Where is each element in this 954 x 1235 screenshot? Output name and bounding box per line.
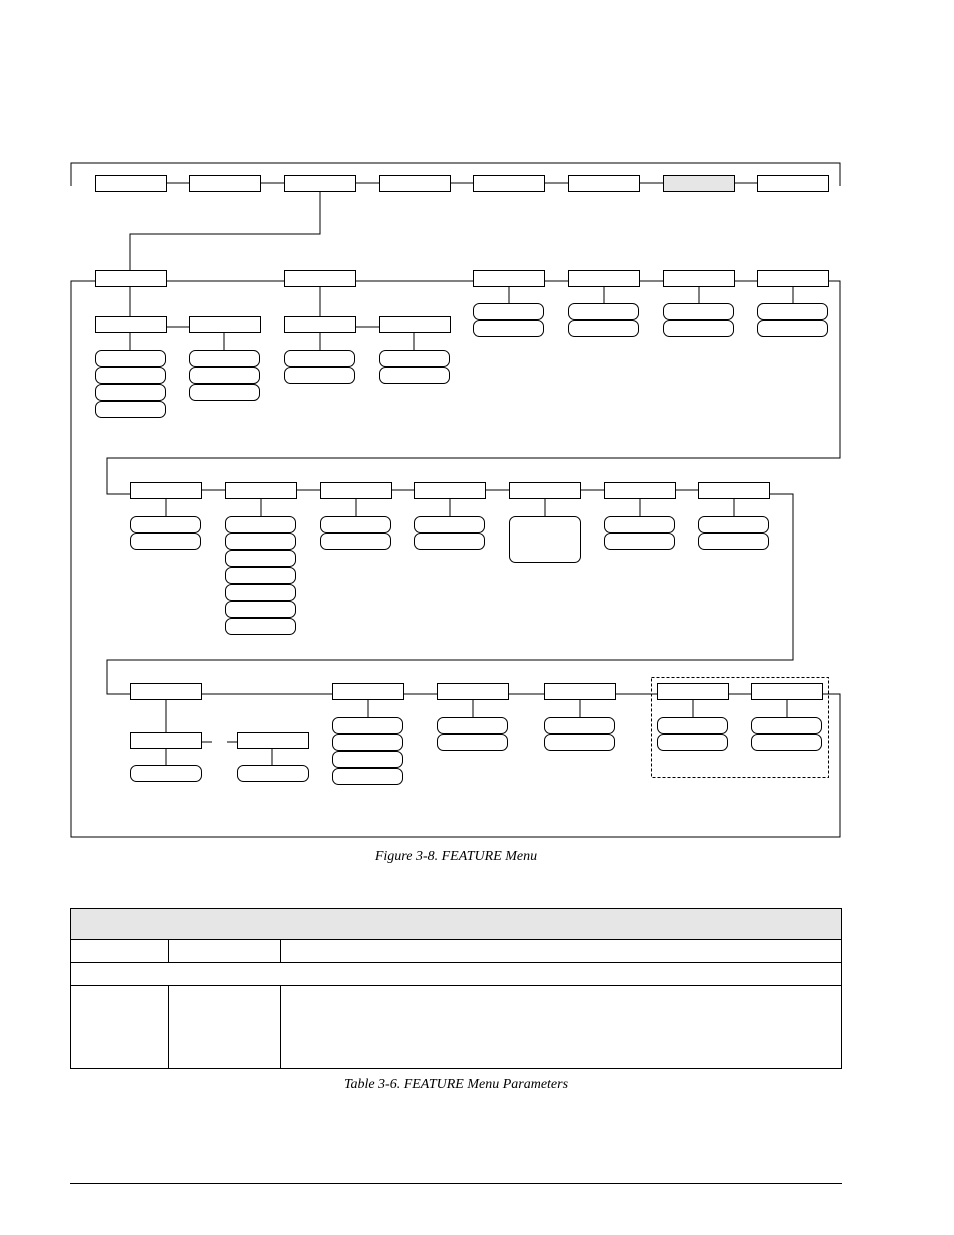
- option-pill: [438, 718, 508, 734]
- option-pill: [699, 517, 769, 533]
- option-pill: [96, 385, 166, 401]
- option-pill: [321, 517, 391, 533]
- body-cell-choices: [169, 986, 281, 1069]
- option-pill: [226, 568, 296, 584]
- option-pill: [605, 517, 675, 533]
- option-pill: [658, 735, 728, 751]
- section-cell: [71, 963, 842, 986]
- level2-box: [510, 483, 581, 499]
- table-header-row: [71, 940, 842, 963]
- option-pill: [569, 304, 639, 320]
- option-pill: [226, 585, 296, 601]
- top-menu-box: [285, 176, 356, 192]
- option-pill: [752, 718, 822, 734]
- level2-box: [131, 684, 202, 700]
- option-pill: [658, 718, 728, 734]
- option-pill: [131, 766, 202, 782]
- option-pill: [333, 718, 403, 734]
- top-menu-box: [758, 176, 829, 192]
- option-pill: [758, 321, 828, 337]
- option-pill: [190, 368, 260, 384]
- level2-box: [569, 271, 640, 287]
- level2-box: [96, 271, 167, 287]
- level2-box: [321, 483, 392, 499]
- option-pill: [333, 735, 403, 751]
- level2-box: [605, 483, 676, 499]
- body-cell-description: [281, 986, 842, 1069]
- footer-rule: [70, 1183, 842, 1184]
- option-pill: [415, 534, 485, 550]
- level2-box: [415, 483, 486, 499]
- level2-box: [131, 483, 202, 499]
- level3-box: [96, 317, 167, 333]
- option-pill: [605, 534, 675, 550]
- option-pill: [699, 534, 769, 550]
- header-cell-description: [281, 940, 842, 963]
- level2-box: [664, 271, 735, 287]
- level2-box: [658, 684, 729, 700]
- level3-box: [238, 733, 309, 749]
- option-pill: [333, 752, 403, 768]
- level2-box: [438, 684, 509, 700]
- level2-box: [752, 684, 823, 700]
- option-pill: [415, 517, 485, 533]
- option-pill: [96, 351, 166, 367]
- option-pill: [380, 351, 450, 367]
- option-pill: [131, 517, 201, 533]
- body-cell-parameter: [71, 986, 169, 1069]
- table-title-row: [71, 909, 842, 940]
- feature-drop-line: [130, 191, 320, 270]
- level2-box: [699, 483, 770, 499]
- option-pill: [545, 735, 615, 751]
- option-pill: [226, 551, 296, 567]
- figure-caption: Figure 3-8. FEATURE Menu: [374, 849, 538, 864]
- level3-box: [380, 317, 451, 333]
- level3-box: [190, 317, 261, 333]
- level2-box: [758, 271, 829, 287]
- option-pill: [474, 304, 544, 320]
- level2-box: [285, 271, 356, 287]
- option-pill: [569, 321, 639, 337]
- feature-parameters-table: [70, 908, 842, 1069]
- option-pill: [226, 517, 296, 533]
- option-pill: [321, 534, 391, 550]
- option-pill: [664, 321, 734, 337]
- top-menu-box: [96, 176, 167, 192]
- table-title-cell: [71, 909, 842, 940]
- top-menu-box: [474, 176, 545, 192]
- option-pill-tall: [510, 517, 581, 563]
- header-cell-choices: [169, 940, 281, 963]
- level3-box: [131, 733, 202, 749]
- option-pill: [226, 619, 296, 635]
- table-row: [71, 986, 842, 1069]
- option-pill: [96, 402, 166, 418]
- option-pill: [226, 534, 296, 550]
- option-pill: [190, 385, 260, 401]
- option-pill: [758, 304, 828, 320]
- outer-frame-line: [71, 281, 840, 837]
- level2-box: [474, 271, 545, 287]
- option-pill: [226, 602, 296, 618]
- table-caption: Table 3-6. FEATURE Menu Parameters: [343, 1077, 569, 1092]
- level2-box: [333, 684, 404, 700]
- option-pill: [96, 368, 166, 384]
- option-pill: [131, 534, 201, 550]
- option-pill: [664, 304, 734, 320]
- option-pill: [285, 351, 355, 367]
- option-pill: [238, 766, 309, 782]
- top-menu-box: [380, 176, 451, 192]
- level2-box: [545, 684, 616, 700]
- option-pill: [752, 735, 822, 751]
- option-pill: [438, 735, 508, 751]
- table-section-row: [71, 963, 842, 986]
- option-pill: [545, 718, 615, 734]
- option-pill: [380, 368, 450, 384]
- option-pill: [190, 351, 260, 367]
- top-menu-box: [664, 176, 735, 192]
- option-pill: [333, 769, 403, 785]
- top-menu-box: [569, 176, 640, 192]
- level3-box: [285, 317, 356, 333]
- level2-box: [226, 483, 297, 499]
- option-pill: [474, 321, 544, 337]
- header-cell-parameter: [71, 940, 169, 963]
- top-menu-box: [190, 176, 261, 192]
- option-pill: [285, 368, 355, 384]
